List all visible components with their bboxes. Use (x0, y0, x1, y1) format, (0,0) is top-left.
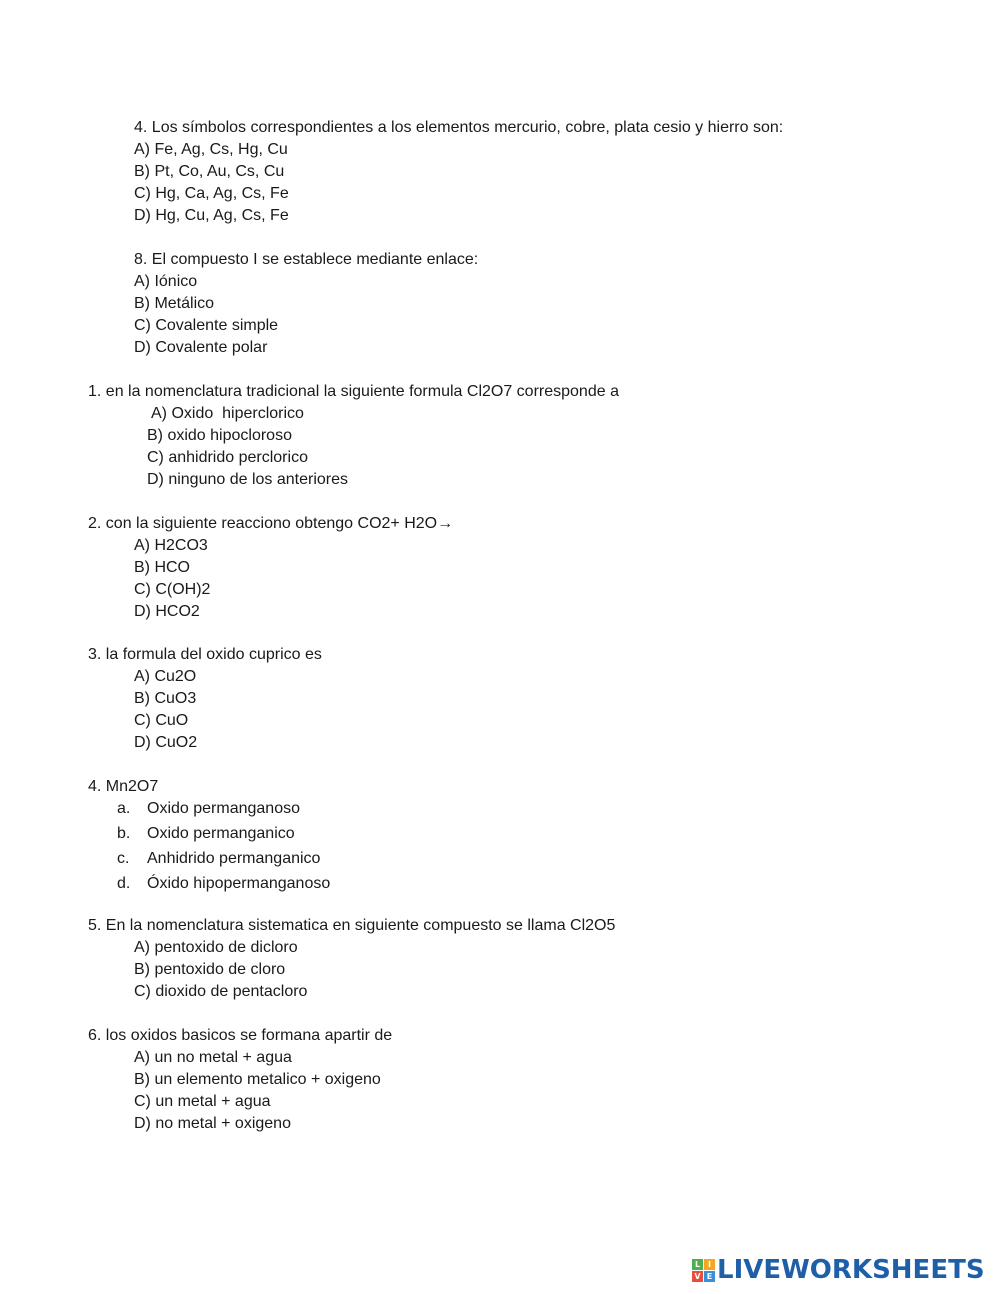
option-marker: b. (117, 825, 131, 842)
answer-option[interactable]: B) Pt, Co, Au, Cs, Cu (134, 163, 285, 180)
logo-block: L (692, 1259, 703, 1270)
answer-option[interactable]: C) C(OH)2 (134, 581, 211, 598)
question-stem: 4. Los símbolos correspondientes a los elementos mercurio, cobre, plata cesio y hierro son: (134, 119, 784, 136)
question-stem: 2. con la siguiente reacciono obtengo CO2+ H2O→ (88, 515, 454, 532)
answer-option[interactable]: Óxido hipopermanganoso (147, 875, 331, 892)
answer-option[interactable]: D) Covalente polar (134, 339, 268, 356)
answer-option[interactable]: B) HCO (134, 559, 190, 576)
answer-option[interactable]: B) un elemento metalico + oxigeno (134, 1071, 381, 1088)
option-marker: d. (117, 875, 131, 892)
answer-option[interactable]: Oxido permanganico (147, 825, 295, 842)
answer-option[interactable]: D) no metal + oxigeno (134, 1115, 291, 1132)
liveworksheets-logo (692, 1256, 985, 1284)
option-marker: a. (117, 800, 131, 817)
logo-block: V (692, 1271, 703, 1282)
answer-option[interactable]: D) HCO2 (134, 603, 200, 620)
answer-option[interactable]: A) Iónico (134, 273, 198, 290)
answer-option[interactable]: C) Covalente simple (134, 317, 279, 334)
answer-option[interactable]: A) Oxido hiperclorico (151, 405, 304, 422)
question-stem: 3. la formula del oxido cuprico es (88, 646, 322, 663)
answer-option[interactable]: Oxido permanganoso (147, 800, 300, 817)
answer-option[interactable]: D) CuO2 (134, 734, 198, 751)
answer-option[interactable]: C) dioxido de pentacloro (134, 983, 308, 1000)
answer-option[interactable]: A) pentoxido de dicloro (134, 939, 298, 956)
question-stem: 4. Mn2O7 (88, 778, 159, 795)
answer-option[interactable]: C) Hg, Ca, Ag, Cs, Fe (134, 185, 289, 202)
answer-option[interactable]: A) Fe, Ag, Cs, Hg, Cu (134, 141, 288, 158)
answer-option[interactable]: C) CuO (134, 712, 189, 729)
question-stem: 6. los oxidos basicos se formana apartir de (88, 1027, 393, 1044)
answer-option[interactable]: C) un metal + agua (134, 1093, 271, 1110)
option-marker: c. (117, 850, 130, 867)
logo-text: LIVEWORKSHEETS (717, 1255, 985, 1285)
question-stem: 1. en la nomenclatura tradicional la siguiente formula Cl2O7 corresponde a (88, 383, 619, 400)
logo-block: E (704, 1271, 715, 1282)
answer-option[interactable]: B) oxido hipocloroso (147, 427, 292, 444)
logo-blocks-icon (692, 1259, 715, 1282)
answer-option[interactable]: D) ninguno de los anteriores (147, 471, 349, 488)
answer-option[interactable]: B) Metálico (134, 295, 215, 312)
answer-option[interactable]: C) anhidrido perclorico (147, 449, 308, 466)
answer-option[interactable]: A) un no metal + agua (134, 1049, 292, 1066)
question-stem: 5. En la nomenclatura sistematica en siguiente compuesto se llama Cl2O5 (88, 917, 616, 934)
answer-option[interactable]: D) Hg, Cu, Ag, Cs, Fe (134, 207, 289, 224)
answer-option[interactable]: A) H2CO3 (134, 537, 208, 554)
answer-option[interactable]: A) Cu2O (134, 668, 197, 685)
answer-option[interactable]: B) CuO3 (134, 690, 197, 707)
answer-option[interactable]: B) pentoxido de cloro (134, 961, 286, 978)
logo-block: I (704, 1259, 715, 1270)
answer-option[interactable]: Anhidrido permanganico (147, 850, 321, 867)
question-stem: 8. El compuesto I se establece mediante enlace: (134, 251, 479, 268)
